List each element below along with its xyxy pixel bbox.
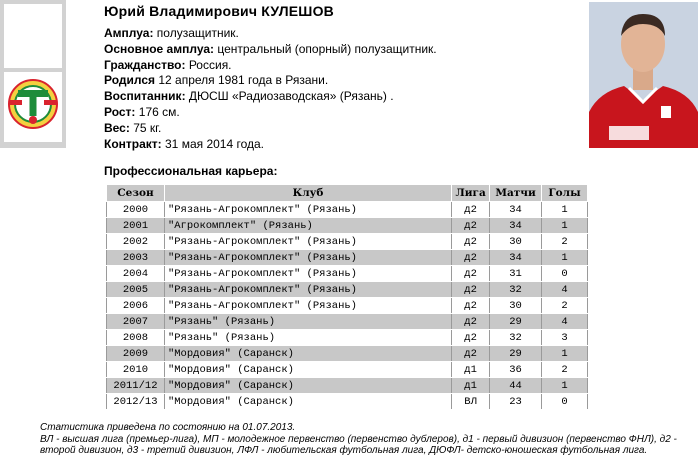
- goals-cell: 2: [542, 362, 588, 378]
- info-row-main-position: [104, 42, 437, 58]
- footnotes: [40, 422, 680, 457]
- club-cell: "Рязань-Агрокомплект" (Рязань): [164, 298, 451, 314]
- goals-cell: 4: [542, 314, 588, 330]
- season-cell: 2002: [107, 234, 165, 250]
- info-value: 75 кг.: [129, 120, 162, 135]
- league-cell: д2: [452, 234, 490, 250]
- goals-cell: 1: [542, 250, 588, 266]
- table-row: [107, 346, 588, 362]
- info-label: Контракт:: [104, 136, 162, 151]
- column-header-league: Лига: [452, 185, 490, 202]
- info-value: 31 мая 2014 года.: [161, 136, 265, 151]
- info-row-weight: [104, 121, 437, 137]
- goals-cell: 1: [542, 218, 588, 234]
- info-row-position: [104, 26, 437, 42]
- season-cell: 2010: [107, 362, 165, 378]
- league-cell: д2: [452, 282, 490, 298]
- table-row: [107, 362, 588, 378]
- table-row: [107, 234, 588, 250]
- info-label: Гражданство:: [104, 57, 186, 72]
- goals-cell: 1: [542, 346, 588, 362]
- matches-cell: 32: [490, 330, 542, 346]
- info-row-citizenship: [104, 58, 437, 74]
- club-cell: "Рязань-Агрокомплект" (Рязань): [164, 282, 451, 298]
- goals-cell: 0: [542, 394, 588, 410]
- info-label: Рост:: [104, 104, 136, 119]
- season-cell: 2011/12: [107, 378, 165, 394]
- career-table: [106, 184, 588, 410]
- matches-cell: 44: [490, 378, 542, 394]
- club-cell: "Агрокомплект" (Рязань): [164, 218, 451, 234]
- column-header-matches: Матчи: [490, 185, 542, 202]
- info-label: Вес:: [104, 120, 130, 135]
- info-value: полузащитник.: [153, 26, 239, 40]
- matches-cell: 34: [490, 202, 542, 218]
- table-row: [107, 330, 588, 346]
- matches-cell: 30: [490, 234, 542, 250]
- club-cell: "Мордовия" (Саранск): [164, 362, 451, 378]
- league-cell: д2: [452, 298, 490, 314]
- goals-cell: 1: [542, 378, 588, 394]
- info-value: 12 апреля 1981 года в Рязани.: [155, 73, 329, 88]
- table-row: [107, 250, 588, 266]
- left-sidebar: [0, 0, 66, 148]
- season-cell: 2000: [107, 202, 165, 218]
- info-label: Родился: [104, 73, 156, 88]
- season-cell: 2007: [107, 314, 165, 330]
- info-row-height: [104, 105, 437, 121]
- career-title: Профессиональная карьера:: [104, 164, 278, 178]
- club-cell: "Рязань-Агрокомплект" (Рязань): [164, 202, 451, 218]
- league-cell: д1: [452, 378, 490, 394]
- season-cell: 2008: [107, 330, 165, 346]
- player-info: [104, 26, 437, 152]
- club-cell: "Рязань" (Рязань): [164, 330, 451, 346]
- player-photo: [589, 2, 698, 148]
- table-row: [107, 202, 588, 218]
- footnote-legend: ВЛ - высшая лига (премьер-лига), МП - молодежное первенство (первенство дублеров), д1 - первый дивизион (первенство ФНЛ), д2 - второй дивизион, д3 - третий дивизион, ЛФЛ - любительская футбольная лига, ДЮФЛ- детско-юношеская футбольная лига.: [40, 433, 677, 456]
- goals-cell: 3: [542, 330, 588, 346]
- club-cell: "Рязань-Агрокомплект" (Рязань): [164, 250, 451, 266]
- league-cell: д2: [452, 314, 490, 330]
- goals-cell: 4: [542, 282, 588, 298]
- blank-photo-placeholder: [4, 4, 62, 68]
- club-cell: "Мордовия" (Саранск): [164, 394, 451, 410]
- info-value: Россия.: [185, 57, 232, 72]
- goals-cell: 2: [542, 298, 588, 314]
- info-value: центральный (опорный) полузащитник.: [214, 41, 437, 56]
- season-cell: 2006: [107, 298, 165, 314]
- column-header-season: Сезон: [107, 185, 165, 202]
- table-row: [107, 378, 588, 394]
- club-cell: "Мордовия" (Саранск): [164, 346, 451, 362]
- goals-cell: 1: [542, 202, 588, 218]
- info-label: Амплуа:: [104, 26, 154, 40]
- league-cell: д2: [452, 218, 490, 234]
- league-cell: ВЛ: [452, 394, 490, 410]
- matches-cell: 30: [490, 298, 542, 314]
- info-value: ДЮСШ «Радиозаводская» (Рязань) .: [185, 89, 394, 104]
- club-cell: "Рязань-Агрокомплект" (Рязань): [164, 234, 451, 250]
- matches-cell: 29: [490, 314, 542, 330]
- info-row-youth: [104, 89, 437, 105]
- footnote-date: Статистика приведена по состоянию на 01.07.2013.: [40, 422, 296, 433]
- club-cell: "Мордовия" (Саранск): [164, 378, 451, 394]
- table-row: [107, 266, 588, 282]
- column-header-goals: Голы: [542, 185, 588, 202]
- season-cell: 2004: [107, 266, 165, 282]
- info-row-birth: [104, 73, 437, 89]
- matches-cell: 29: [490, 346, 542, 362]
- club-cell: "Рязань" (Рязань): [164, 314, 451, 330]
- info-label: Воспитанник:: [104, 89, 186, 104]
- league-cell: д2: [452, 202, 490, 218]
- table-row: [107, 218, 588, 234]
- table-header-row: [107, 185, 588, 202]
- matches-cell: 34: [490, 250, 542, 266]
- info-label: Основное амплуа:: [104, 41, 214, 56]
- table-row: [107, 394, 588, 410]
- season-cell: 2001: [107, 218, 165, 234]
- season-cell: 2009: [107, 346, 165, 362]
- matches-cell: 31: [490, 266, 542, 282]
- table-row: [107, 298, 588, 314]
- league-cell: д1: [452, 362, 490, 378]
- season-cell: 2005: [107, 282, 165, 298]
- player-name: Юрий Владимирович КУЛЕШОВ: [104, 3, 334, 19]
- matches-cell: 32: [490, 282, 542, 298]
- league-cell: д2: [452, 250, 490, 266]
- league-cell: д2: [452, 346, 490, 362]
- season-cell: 2012/13: [107, 394, 165, 410]
- matches-cell: 36: [490, 362, 542, 378]
- info-value: 176 см.: [135, 104, 180, 119]
- table-row: [107, 314, 588, 330]
- column-header-club: Клуб: [164, 185, 451, 202]
- goals-cell: 2: [542, 234, 588, 250]
- club-logo: [4, 72, 62, 142]
- matches-cell: 34: [490, 218, 542, 234]
- goals-cell: 0: [542, 266, 588, 282]
- info-row-contract: [104, 137, 437, 153]
- season-cell: 2003: [107, 250, 165, 266]
- matches-cell: 23: [490, 394, 542, 410]
- club-cell: "Рязань-Агрокомплект" (Рязань): [164, 266, 451, 282]
- table-row: [107, 282, 588, 298]
- league-cell: д2: [452, 266, 490, 282]
- league-cell: д2: [452, 330, 490, 346]
